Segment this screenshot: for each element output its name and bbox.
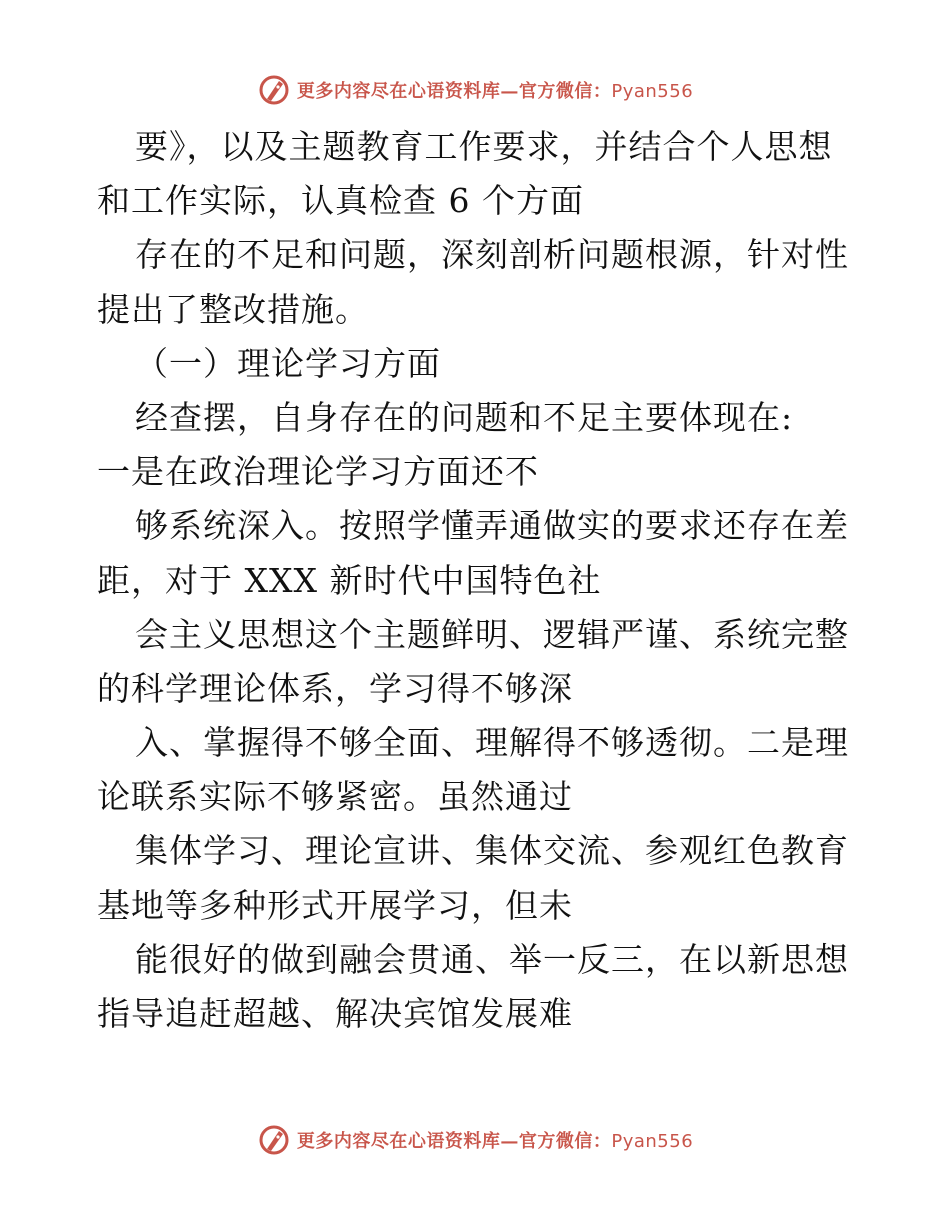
paragraph-line: 一是在政治理论学习方面还不 [97,452,539,492]
footer-watermark [0,1120,950,1160]
paragraph-line: 论联系实际不够紧密。虽然通过 [97,777,573,817]
paragraph-line: 够系统深入。按照学懂弄通做实的要求还存在差 [135,506,849,546]
paragraph-line: 集体学习、理论宣讲、集体交流、参观红色教育 [135,831,849,871]
header-watermark [0,70,950,110]
paragraph-line: 存在的不足和问题，深刻剖析问题根源，针对性 [135,235,849,275]
paragraph-line: 会主义思想这个主题鲜明、逻辑严谨、系统完整 [135,614,849,654]
paragraph-line: 距，对于 XXX 新时代中国特色社 [97,560,602,600]
paragraph-line: 提出了整改措施。 [97,289,369,329]
pen-nib-circle-icon [257,73,291,107]
watermark-text: 更多内容尽在心语资料库—官方微信：Pyan556 [296,1131,694,1152]
paragraph-line: 和工作实际，认真检查 6 个方面 [97,181,584,221]
paragraph-line: 入、掌握得不够全面、理解得不够透彻。二是理 [135,723,849,763]
paragraph-line: 要》，以及主题教育工作要求，并结合个人思想 [135,127,833,166]
watermark-text: 更多内容尽在心语资料库—官方微信：Pyan556 [296,81,694,102]
paragraph-line: 经查摆，自身存在的问题和不足主要体现在: [135,397,794,437]
paragraph-line: 的科学理论体系，学习得不够深 [97,668,573,708]
paragraph-line: 指导追赶超越、解决宾馆发展难 [97,994,573,1033]
pen-nib-circle-icon [257,1123,291,1157]
paragraph-line: 基地等多种形式开展学习，但未 [97,885,573,925]
section-heading: （一）理论学习方面 [135,343,441,383]
paragraph-line: 能很好的做到融会贯通、举一反三，在以新思想 [135,939,849,979]
document-body [97,120,857,1041]
